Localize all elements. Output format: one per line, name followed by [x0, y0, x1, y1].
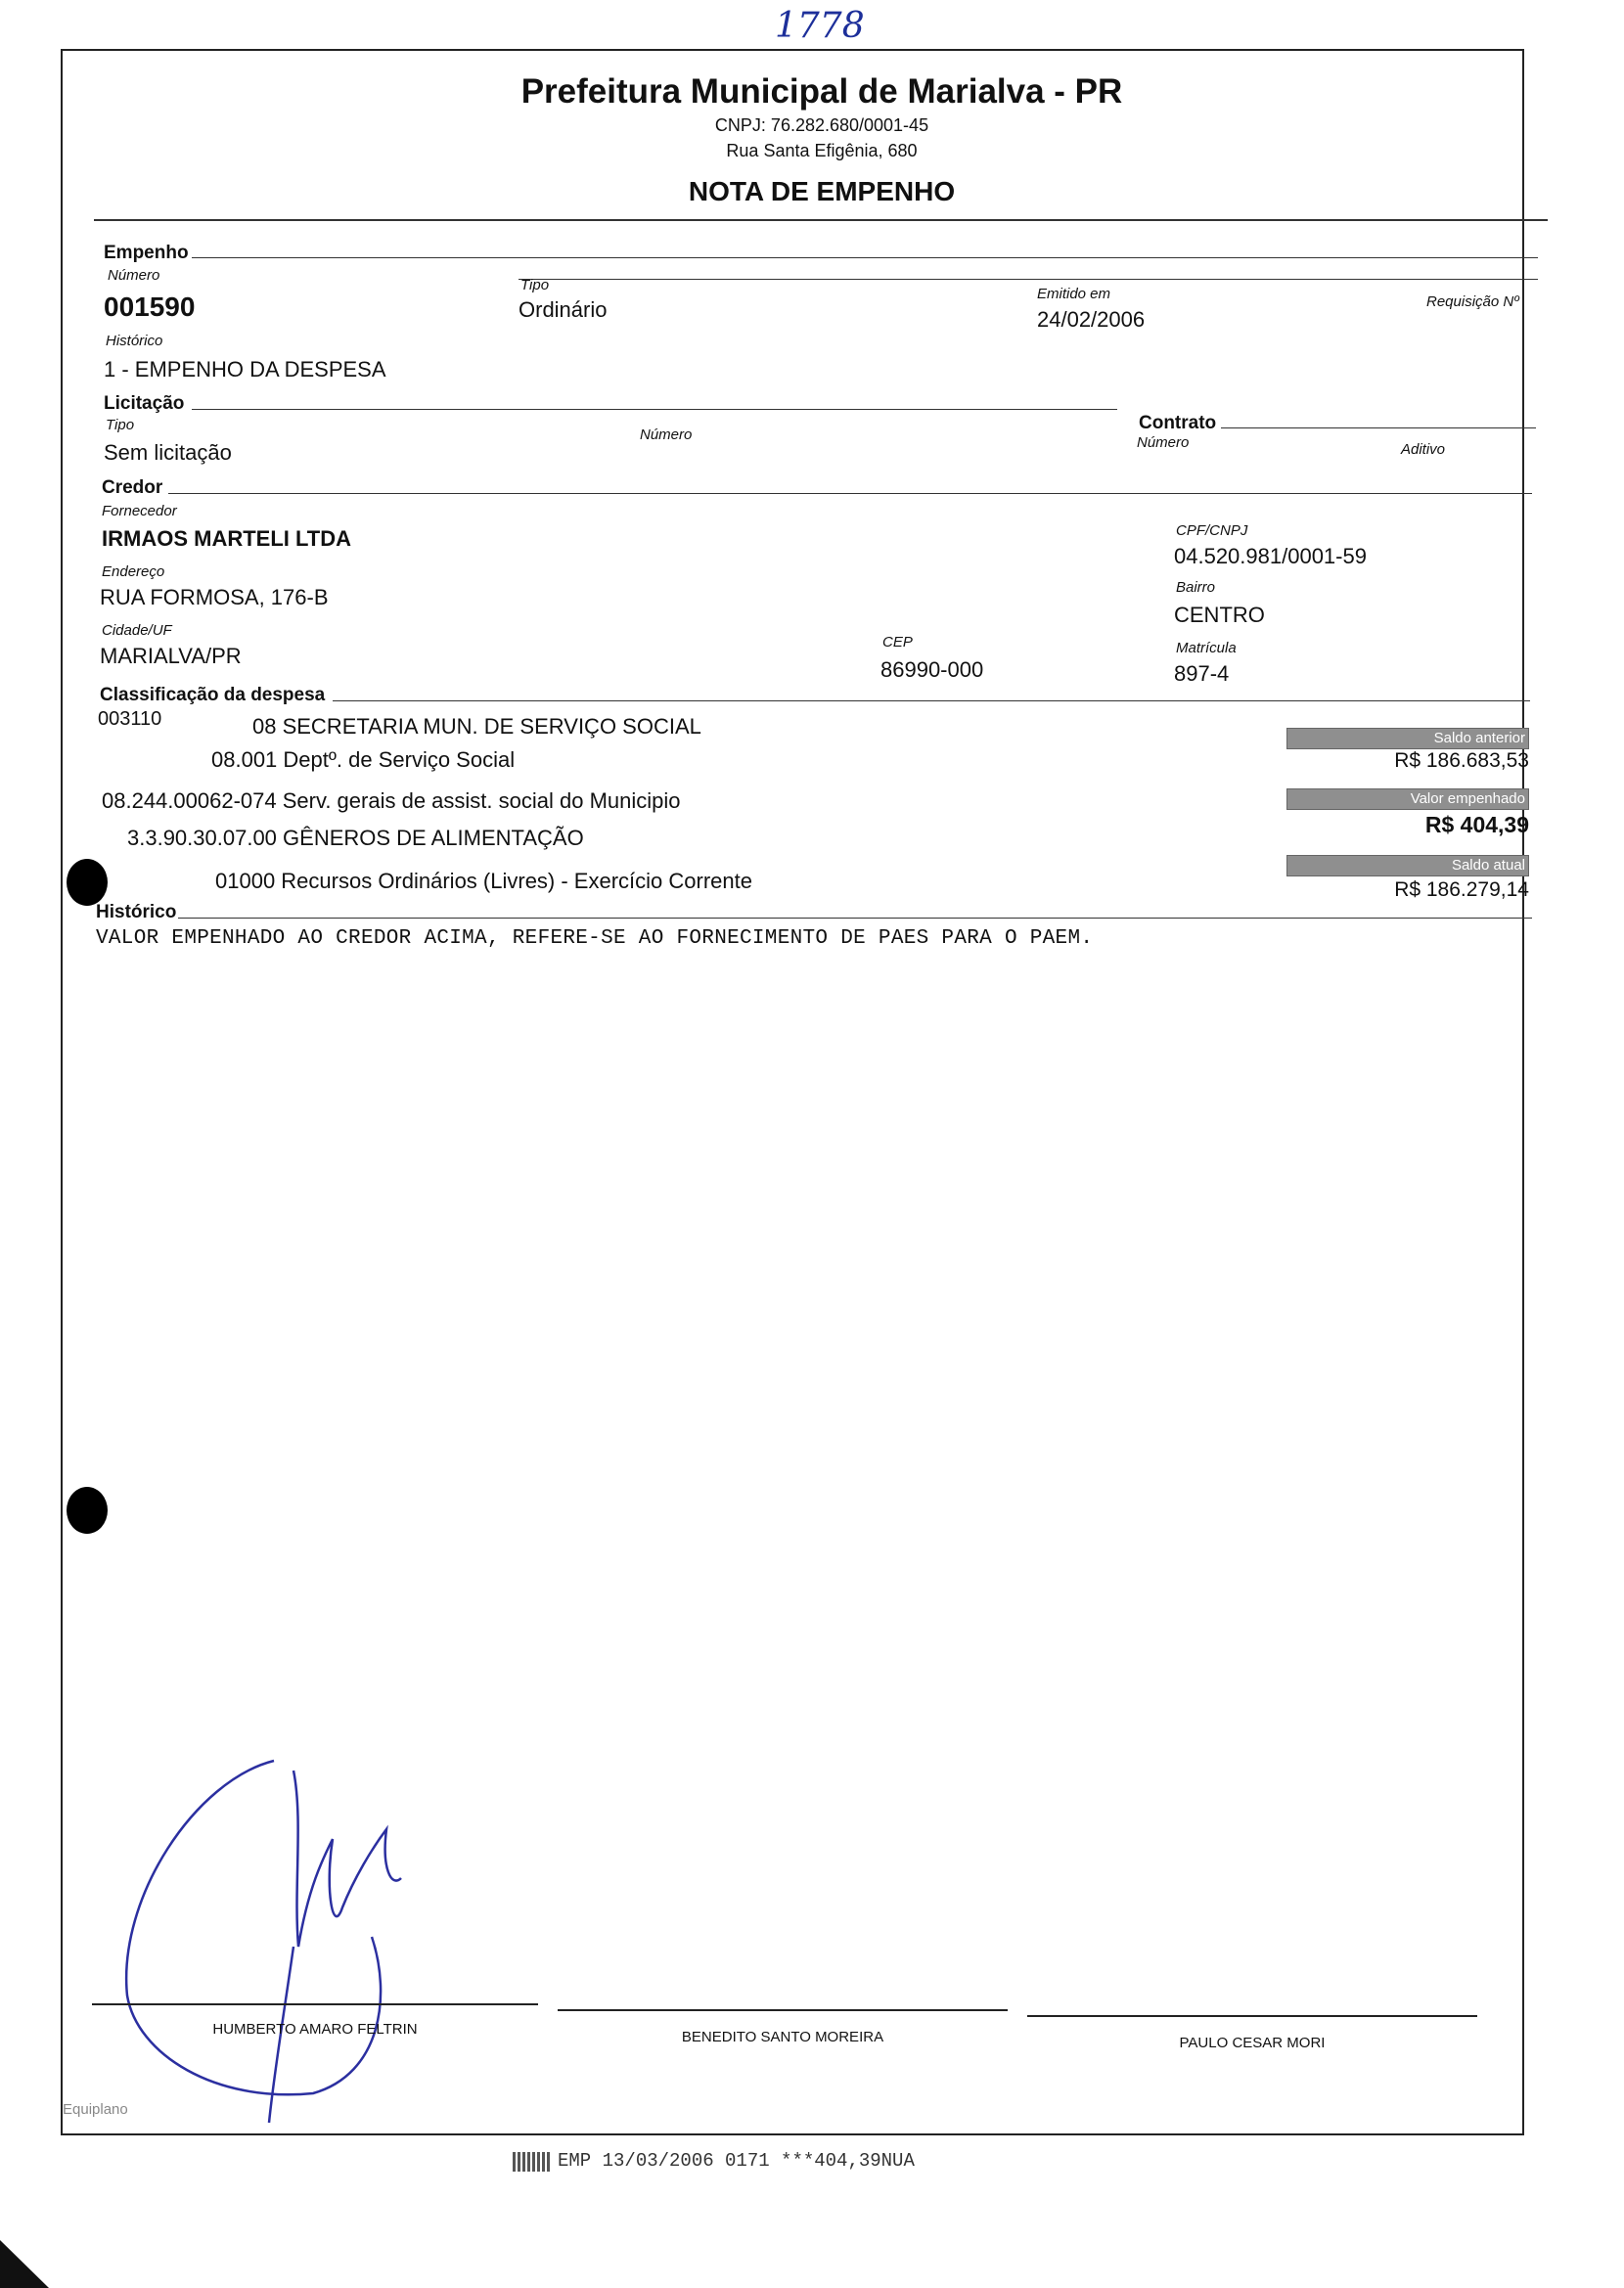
saldo-anterior-label: Saldo anterior — [1286, 728, 1529, 749]
cnpj-line: CNPJ: 76.282.680/0001-45 — [714, 115, 929, 135]
fornecedor-label: Fornecedor — [102, 503, 177, 519]
licitacao-rule — [192, 409, 1117, 410]
matricula-label: Matrícula — [1176, 640, 1237, 656]
numero-label: Número — [108, 267, 160, 284]
empenho-subrule — [519, 279, 1538, 280]
mechanical-stamp: EMP 13/03/2006 0171 ***404,39NUA — [558, 2150, 915, 2172]
emitido-date: 24/02/2006 — [1037, 307, 1146, 332]
punch-hole-top — [67, 859, 108, 906]
cidade-value: MARIALVA/PR — [100, 644, 242, 668]
contrato-numero-label: Número — [1137, 434, 1190, 451]
historico-label: Histórico — [106, 333, 163, 349]
document-type: NOTA DE EMPENHO — [688, 176, 956, 206]
emitido-label: Emitido em — [1037, 286, 1111, 302]
cpf-cnpj-value: 04.520.981/0001-59 — [1174, 544, 1367, 568]
empenho-numero: 001590 — [104, 292, 196, 322]
address-line: Rua Santa Efigênia, 680 — [726, 141, 918, 160]
signature-line-3 — [1027, 2015, 1477, 2017]
saldo-anterior-value: R$ 186.683,53 — [1394, 749, 1529, 772]
empenho-tipo: Ordinário — [519, 297, 608, 322]
cep-value: 86990-000 — [880, 657, 984, 682]
classificacao-elemento: 3.3.90.30.07.00 GÊNEROS DE ALIMENTAÇÃO — [127, 826, 584, 850]
section-historico: Histórico — [96, 902, 177, 922]
cep-label: CEP — [882, 634, 913, 651]
licitacao-tipo-label: Tipo — [106, 417, 135, 433]
classificacao-recurso: 01000 Recursos Ordinários (Livres) - Exercício Corrente — [215, 869, 752, 893]
endereco-label: Endereço — [102, 563, 165, 580]
fornecedor-name: IRMAOS MARTELI LTDA — [102, 526, 352, 551]
contrato-rule — [1221, 427, 1536, 428]
licitacao-tipo: Sem licitação — [104, 440, 232, 465]
signature-line-2 — [558, 2009, 1008, 2011]
signature-line-1 — [92, 2003, 538, 2005]
handwritten-number: 1778 — [775, 6, 865, 46]
bairro-label: Bairro — [1176, 579, 1216, 596]
requisicao-label: Requisição Nº — [1426, 293, 1519, 310]
historico-text: VALOR EMPENHADO AO CREDOR ACIMA, REFERE-SE AO FORNECIMENTO DE PAES PARA O PAEM. — [96, 927, 1094, 950]
historico-rule — [178, 918, 1532, 919]
endereco-value: RUA FORMOSA, 176-B — [100, 585, 329, 609]
classificacao-funcional: 08.244.00062-074 Serv. gerais de assist. social do Municipio — [102, 788, 681, 813]
classificacao-code: 003110 — [98, 708, 162, 730]
cpf-cnpj-label: CPF/CNPJ — [1176, 522, 1248, 539]
classificacao-rule — [333, 700, 1530, 701]
section-licitacao: Licitação — [104, 393, 185, 414]
credor-rule — [168, 493, 1532, 494]
punch-hole-bottom — [67, 1487, 108, 1534]
empenho-rule — [192, 257, 1538, 258]
contrato-aditivo-label: Aditivo — [1401, 441, 1446, 458]
licitacao-numero-label: Número — [640, 426, 693, 443]
scan-corner-shadow — [0, 2240, 49, 2288]
empenho-historico: 1 - EMPENHO DA DESPESA — [104, 357, 386, 381]
signature-name-2: BENEDITO SANTO MOREIRA — [681, 2029, 884, 2045]
tipo-label: Tipo — [520, 277, 550, 293]
handwritten-signature — [98, 1741, 450, 2132]
signature-name-3: PAULO CESAR MORI — [1179, 2035, 1326, 2051]
section-contrato: Contrato — [1139, 413, 1217, 433]
bairro-value: CENTRO — [1174, 603, 1265, 627]
section-credor: Credor — [102, 477, 163, 498]
classificacao-unidade: 08.001 Deptº. de Serviço Social — [211, 747, 516, 772]
signature-name-1: HUMBERTO AMARO FELTRIN — [212, 2021, 418, 2038]
valor-empenhado-value: R$ 404,39 — [1424, 812, 1529, 837]
saldo-atual-label: Saldo atual — [1286, 855, 1529, 876]
section-classificacao: Classificação da despesa — [100, 685, 326, 705]
valor-empenhado-label: Valor empenhado — [1286, 788, 1529, 810]
classificacao-orgao: 08 SECRETARIA MUN. DE SERVIÇO SOCIAL — [252, 714, 701, 739]
header-divider — [94, 219, 1548, 221]
section-empenho: Empenho — [104, 243, 189, 263]
software-brand: Equiplano — [63, 2101, 128, 2118]
cidade-label: Cidade/UF — [102, 622, 172, 639]
barcode-mark — [513, 2152, 552, 2172]
saldo-atual-value: R$ 186.279,14 — [1394, 878, 1529, 901]
matricula-value: 897-4 — [1174, 661, 1230, 686]
municipality-title: Prefeitura Municipal de Marialva - PR — [520, 72, 1123, 111]
